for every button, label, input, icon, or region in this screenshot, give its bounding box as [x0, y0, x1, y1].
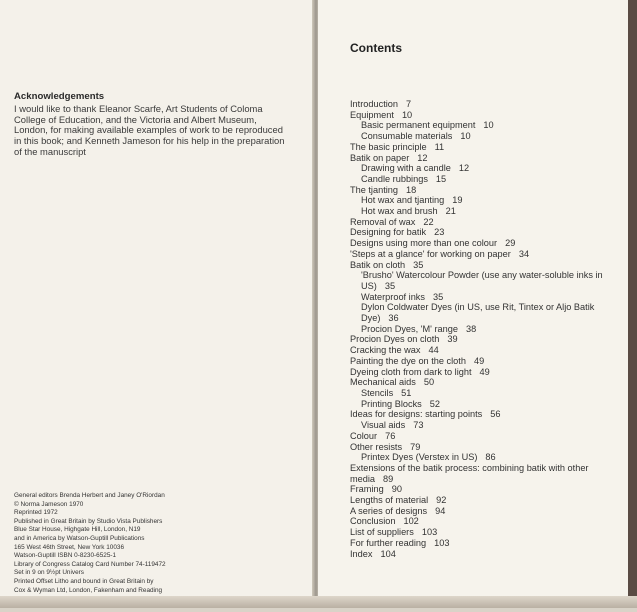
toc-entry-page: 10 — [483, 120, 494, 131]
cover-edge — [628, 0, 637, 608]
toc-entry — [350, 174, 626, 185]
toc-entry-page: 34 — [518, 248, 530, 259]
toc-entry-title: Mechanical aids — [350, 377, 416, 388]
toc-entry-page: 35 — [384, 280, 396, 291]
toc-entry-title: The basic principle — [350, 141, 427, 152]
toc-entry-page: 38 — [465, 323, 477, 334]
imprint-line: Reprinted 1972 — [14, 509, 58, 517]
toc-entry-title: Hot wax and tjanting — [361, 195, 445, 206]
toc-entry-page: 76 — [385, 430, 396, 441]
toc-entry — [350, 377, 626, 388]
toc-entry — [350, 345, 626, 356]
toc-entry-title: Lengths of material — [350, 495, 429, 506]
imprint-line: Blue Star House, Highgate Hill, London, N19 — [14, 526, 141, 534]
toc-entry-page: 35 — [433, 291, 444, 302]
toc-entry-page: 49 — [473, 355, 485, 366]
toc-entry-page: 39 — [447, 334, 458, 345]
left-page — [0, 0, 314, 600]
toc-entry-page: 15 — [435, 173, 447, 184]
toc-entry-title: Printex Dyes (Verstex in US) — [361, 452, 478, 463]
toc-entry-title: Batik on cloth — [350, 259, 406, 270]
toc-entry — [350, 238, 626, 249]
toc-entry-title: Introduction — [350, 99, 399, 109]
toc-entry-title: Dyeing cloth from dark to light — [350, 366, 472, 377]
toc-entry-title: Procion Dyes, 'M' range — [361, 323, 458, 334]
toc-entry-title: Colour — [350, 430, 378, 441]
toc-entry-title: Painting the dye on the cloth — [350, 355, 466, 366]
imprint-line: Watson-Guptill ISBN 0-8230-6525-1 — [14, 552, 117, 560]
toc-entry-page: 52 — [429, 398, 440, 409]
toc-entry-page: 103 — [434, 537, 450, 548]
ack-line: College of Education, and the Victoria and Albert Museum, — [14, 113, 257, 125]
toc-entry-page: 90 — [391, 484, 402, 495]
imprint-line: General editors Brenda Herbert and Janey O'Riordan — [14, 492, 165, 499]
toc-entry — [350, 302, 626, 323]
toc-entry-page: 86 — [485, 452, 496, 463]
toc-entry-page: 104 — [380, 548, 396, 559]
toc-entry-title: Extensions of the batik process: combining batik with other media — [350, 462, 589, 484]
toc-entry — [350, 270, 626, 291]
ack-line: London, for making available examples of work to be reproduced — [14, 124, 283, 136]
toc-entry-page: 92 — [436, 495, 447, 506]
imprint-line: Library of Congress Catalog Card Number 74-119472 — [14, 560, 166, 568]
toc-entry-page: 7 — [406, 99, 412, 109]
toc-entry-title: Dylon Coldwater Dyes (in US, use Rit, Tintex or Aljo Batik Dye) — [361, 302, 595, 324]
toc-entry — [350, 452, 626, 463]
toc-entry-page: 29 — [505, 238, 516, 249]
toc-entry — [350, 495, 626, 506]
toc-entry-title: Conclusion — [350, 516, 396, 527]
toc-entry — [350, 442, 626, 453]
ack-line: of the manuscript — [14, 145, 86, 157]
toc-entry — [350, 388, 626, 399]
toc-entry — [350, 163, 626, 174]
toc-entry-title: Printing Blocks — [361, 398, 422, 409]
toc-entry-title: Equipment — [350, 109, 394, 120]
toc-entry-page: 21 — [445, 206, 456, 217]
acknowledgements-title: Acknowledgements — [14, 91, 105, 102]
toc-entry-title: Batik on paper — [350, 152, 410, 163]
toc-entry-page: 36 — [388, 313, 399, 324]
toc-entry-title: Framing — [350, 484, 384, 495]
toc-entry-title: Waterproof inks — [361, 291, 425, 302]
toc-entry-page: 11 — [434, 141, 445, 152]
toc-entry-title: Stencils — [361, 387, 394, 398]
toc-entry — [350, 260, 626, 271]
toc-entry-title: The tjanting — [350, 184, 399, 195]
toc-entry-title: A series of designs — [350, 505, 428, 516]
toc-entry — [350, 324, 626, 335]
toc-entry-title: Designs using more than one colour — [350, 238, 498, 249]
toc-entry-page: 94 — [435, 505, 446, 516]
toc-entry — [350, 431, 626, 442]
toc-entry — [350, 538, 626, 549]
toc-entry — [350, 110, 626, 121]
toc-entry-title: 'Brusho' Watercolour Powder (use any water-soluble inks in US) — [361, 270, 603, 291]
toc-entry-page: 79 — [410, 441, 421, 452]
toc-entry — [350, 153, 626, 164]
acknowledgements-body — [14, 104, 309, 158]
toc-entry-page: 19 — [452, 195, 463, 206]
imprint-line: © Norma Jameson 1970 — [14, 500, 84, 508]
toc-entry — [350, 292, 626, 303]
page-bottom-edge — [0, 596, 637, 608]
toc-entry-title: Index — [350, 548, 373, 559]
toc-entry-title: Candle rubbings — [361, 173, 428, 184]
toc-entry-page: 44 — [428, 345, 439, 356]
ack-line: I would like to thank Eleanor Scarfe, Art Students of Coloma — [14, 102, 263, 114]
toc-entry — [350, 131, 626, 142]
toc-entry-page: 12 — [458, 163, 470, 174]
toc-entry — [350, 334, 626, 345]
ack-line: in this book; and Kenneth Jameson for his help in the preparation — [14, 135, 285, 147]
toc-entry — [350, 195, 626, 206]
toc-entry — [350, 420, 626, 431]
toc-entry — [350, 399, 626, 410]
imprint-line: 165 West 46th Street, New York 10036 — [14, 543, 125, 551]
toc-entry-title: Drawing with a candle — [361, 163, 451, 174]
toc-entry-page: 89 — [383, 473, 394, 484]
toc-entry-page: 49 — [479, 366, 490, 377]
imprint-line: and in America by Watson-Guptill Publications — [14, 534, 145, 542]
table-of-contents — [350, 99, 626, 559]
imprint-line: Printed Offset Litho and bound in Great Britain by — [14, 577, 154, 585]
toc-entry — [350, 142, 626, 153]
toc-entry-title: Procion Dyes on cloth — [350, 334, 440, 345]
toc-entry-title: Cracking the wax — [350, 345, 421, 356]
toc-entry — [350, 356, 626, 367]
toc-entry — [350, 120, 626, 131]
toc-entry-title: Basic permanent equipment — [361, 120, 476, 131]
toc-entry-page: 10 — [401, 109, 413, 120]
toc-entry-page: 50 — [423, 377, 435, 388]
toc-entry-title: 'Steps at a glance' for working on paper — [350, 248, 511, 259]
toc-entry — [350, 206, 626, 217]
imprint-line: Set in 9 on 9½pt Univers — [14, 569, 84, 577]
imprint-line: Published in Great Britain by Studio Vista Publishers — [14, 517, 163, 525]
toc-entry-page: 102 — [403, 516, 419, 527]
toc-entry-page: 56 — [490, 409, 501, 420]
toc-entry-page: 10 — [460, 131, 471, 142]
toc-entry-page: 23 — [434, 227, 445, 238]
imprint — [14, 492, 309, 612]
toc-entry — [350, 484, 626, 495]
toc-entry-page: 73 — [413, 420, 424, 431]
toc-entry — [350, 409, 626, 420]
toc-entry-page: 22 — [423, 216, 434, 227]
toc-entry — [350, 463, 626, 484]
toc-entry — [350, 99, 626, 110]
toc-entry — [350, 506, 626, 517]
toc-entry-title: Other resists — [350, 441, 403, 452]
acknowledgements — [14, 92, 309, 158]
toc-entry-title: For further reading — [350, 537, 427, 548]
toc-entry — [350, 249, 626, 260]
toc-entry-page: 18 — [406, 184, 417, 195]
toc-entry-title: Hot wax and brush — [361, 206, 438, 217]
toc-entry-page: 35 — [413, 259, 424, 270]
imprint-line: Cox & Wyman Ltd, London, Fakenham and Reading — [14, 586, 163, 594]
toc-entry-page: 51 — [401, 387, 412, 398]
toc-entry — [350, 549, 626, 560]
toc-entry — [350, 367, 626, 378]
toc-entry — [350, 185, 626, 196]
toc-entry — [350, 217, 626, 228]
toc-entry-title: Ideas for designs: starting points — [350, 409, 483, 420]
toc-entry-title: List of suppliers — [350, 527, 414, 538]
contents-title: Contents — [350, 41, 402, 55]
toc-entry-page: 12 — [417, 152, 428, 163]
toc-entry — [350, 227, 626, 238]
toc-entry-page: 103 — [421, 527, 438, 538]
toc-entry-title: Designing for batik — [350, 227, 427, 238]
toc-entry-title: Visual aids — [361, 420, 406, 431]
toc-entry-title: Removal of wax — [350, 216, 416, 227]
toc-entry — [350, 527, 626, 538]
toc-entry-title: Consumable materials — [361, 131, 453, 142]
toc-entry — [350, 516, 626, 527]
